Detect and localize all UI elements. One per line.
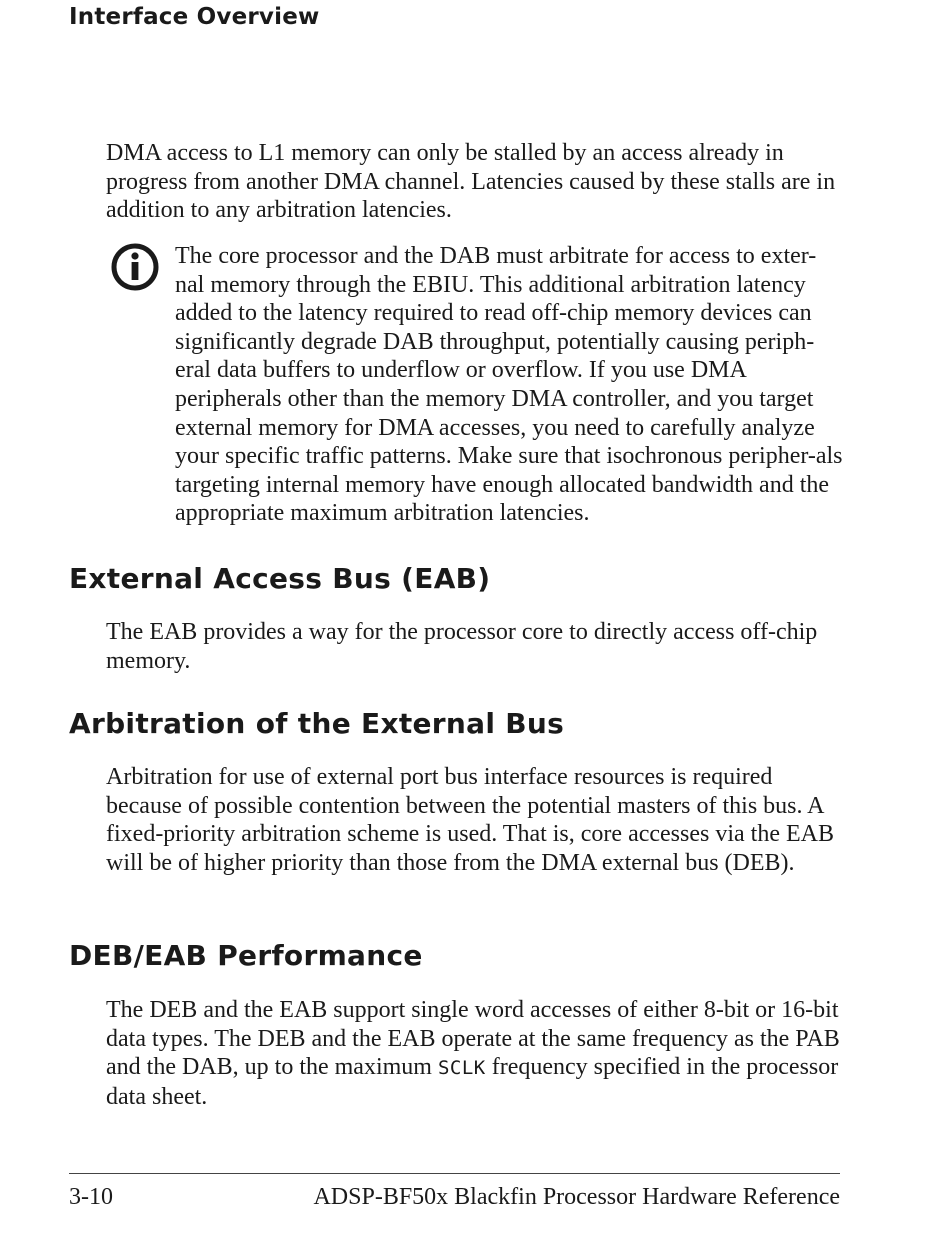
page-number: 3-10 xyxy=(69,1184,113,1210)
info-icon xyxy=(109,241,161,293)
sclk-code: SCLK xyxy=(437,1057,486,1080)
footer-rule xyxy=(69,1173,840,1174)
running-head: Interface Overview xyxy=(69,4,320,30)
performance-text-after-code: frequency specified in the processor data sheet. xyxy=(106,1054,839,1110)
document-title: ADSP-BF50x Blackfin Processor Hardware Reference xyxy=(313,1184,840,1210)
paragraph-dma-stall: DMA access to L1 memory can only be stalled by an access already in progress from another DMA channel. Latencies caused by these stalls are in addition to any arbitration latencies. xyxy=(106,140,836,224)
section-body-arbitration: Arbitration for use of external port bus interface resources is required because of possible contention between the potential masters of this bus. A fixed-priority arbitration scheme is used. That is, core accesses via the EAB will be of higher priority than those from the DMA external bus (DEB). xyxy=(106,764,834,876)
section-body-eab: The EAB provides a way for the processor core to directly access off-chip memory. xyxy=(106,619,818,674)
performance-text-before-code: The DEB and the EAB support single word accesses of either 8-bit or 16-bit data types. The DEB and the EAB operate at the same frequency as the PAB and the DAB, up to the maximum xyxy=(106,997,840,1081)
section-heading-performance: DEB/EAB Performance xyxy=(69,939,423,972)
note-text: The core processor and the DAB must arbitrate for access to exter-nal memory through the EBIU. This additional arbitration latency added to the latency required to read off-chip memory devices can significantly degrade DAB throughput, potentially causing periph-eral data buffers to underflow or overflow. If you use DMA peripherals other than the memory DMA controller, and you target external memory for DMA accesses, you need to carefully analyze your specific traffic patterns. Make sure that isochronous peripher-als targeting internal memory have enough allocated bandwidth and the appropriate maximum arbitration latencies. xyxy=(175,243,843,527)
section-body-performance xyxy=(106,996,846,1111)
section-heading-arbitration: Arbitration of the External Bus xyxy=(69,707,565,740)
section-heading-eab: External Access Bus (EAB) xyxy=(69,562,491,595)
